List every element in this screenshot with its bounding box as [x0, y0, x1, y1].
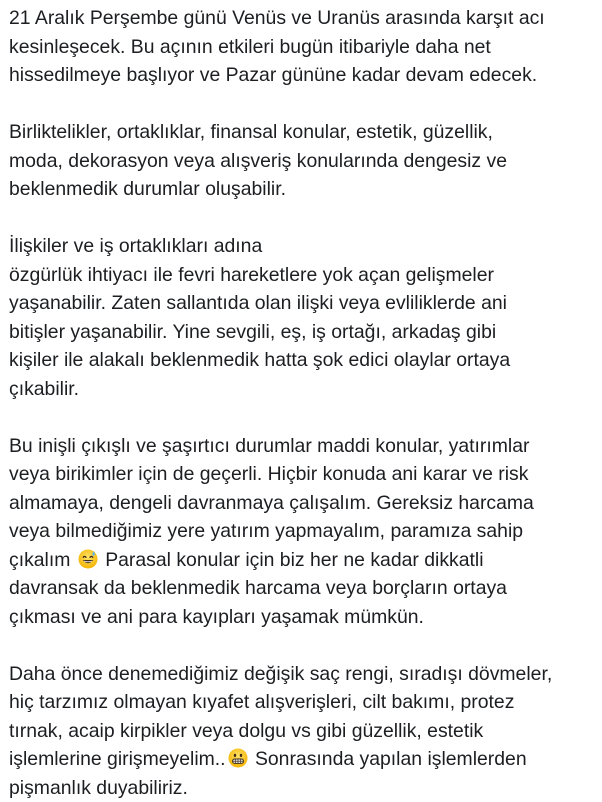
text-line: İlişkiler ve iş ortaklıkları adına — [9, 232, 601, 261]
text-line: kesinleşecek. Bu açının etkileri bugün itibariyle daha net — [9, 33, 601, 62]
text-line: özgürlük ihtiyacı ile fevri hareketlere yok açan gelişmeler — [9, 261, 601, 290]
text-line: beklenmedik durumlar oluşabilir. — [9, 175, 601, 204]
paragraph-2 — [9, 118, 601, 204]
text-line: Birliktelikler, ortaklıklar, finansal konular, estetik, güzellik, — [9, 118, 601, 147]
text-line: yaşanabilir. Zaten sallantıda olan ilişki veya evliliklerde ani — [9, 289, 601, 318]
paragraph-4 — [9, 432, 601, 632]
text-segment: işlemlerine girişmeyelim.. — [9, 748, 226, 770]
text-segment: çıkalım — [9, 549, 70, 571]
text-line: 21 Aralık Perşembe günü Venüs ve Uranüs arasında karşıt acı — [9, 4, 601, 33]
text-line: hiç tarzımız olmayan kıyafet alışverişleri, cilt bakımı, protez — [9, 688, 601, 717]
text-line: davransak da beklenmedik harcama veya borçların ortaya — [9, 574, 601, 603]
paragraph-5 — [9, 660, 601, 802]
text-line: Daha önce denemediğimiz değişik saç rengi, sıradışı dövmeler, — [9, 660, 601, 689]
text-line-with-emoji — [9, 745, 601, 774]
text-line: kişiler ile alakalı beklenmedik hatta şok edici olaylar ortaya — [9, 346, 601, 375]
text-line: veya birikimler için de geçerli. Hiçbir konuda ani karar ve risk — [9, 460, 601, 489]
text-line: çıkması ve ani para kayıpları yaşamak mümkün. — [9, 603, 601, 632]
text-line: çıkabilir. — [9, 375, 601, 404]
paragraph-3 — [9, 232, 601, 403]
text-line: hissedilmeye başlıyor ve Pazar gününe kadar devam edecek. — [9, 61, 601, 90]
paragraph-1 — [9, 4, 601, 90]
text-line: bitişler yaşanabilir. Yine sevgili, eş, iş ortağı, arkadaş gibi — [9, 318, 601, 347]
text-segment: Sonrasında yapılan işlemlerden — [255, 748, 527, 770]
text-line: tırnak, acaip kirpikler veya dolgu vs gibi güzellik, estetik — [9, 717, 601, 746]
text-segment: Parasal konular için biz her ne kadar dikkatli — [105, 549, 483, 571]
post-text — [9, 0, 601, 802]
text-line: veya bilmediğimiz yere yatırım yapmayalım, paramıza sahip — [9, 517, 601, 546]
text-line: Bu inişli çıkışlı ve şaşırtıcı durumlar maddi konular, yatırımlar — [9, 432, 601, 461]
text-line: pişmanlık duyabiliriz. — [9, 774, 601, 802]
text-line-with-emoji — [9, 546, 601, 575]
grinning-face-with-sweat-icon — [78, 549, 98, 569]
grimacing-face-icon — [228, 748, 248, 768]
text-line: almamaya, dengeli davranmaya çalışalım. Gereksiz harcama — [9, 489, 601, 518]
text-line: moda, dekorasyon veya alışveriş konularında dengesiz ve — [9, 147, 601, 176]
